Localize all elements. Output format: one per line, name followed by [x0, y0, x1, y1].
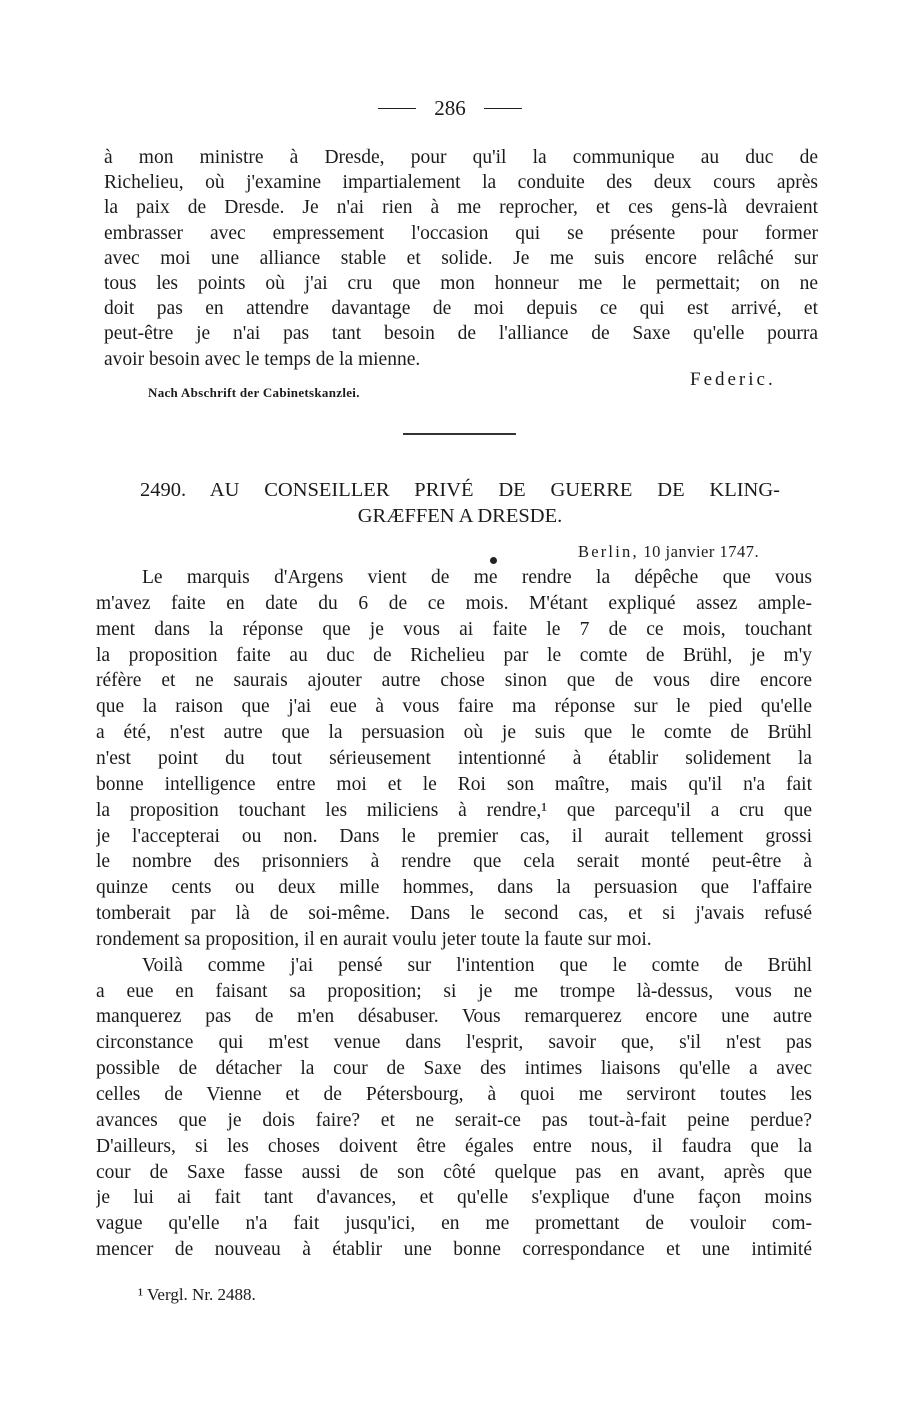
text-line: m'avez faite en date du 6 de ce mois. M'étant expliqué assez ample- [96, 592, 812, 614]
text-line: doit pas en attendre davantage de moi depuis ce qui est arrivé, et [104, 298, 818, 320]
text-line: manquerez pas de m'en désabuser. Vous remarquerez encore une autre [96, 1006, 812, 1028]
text-line: bonne intelligence entre moi et le Roi son maître, mais qu'il n'a fait [96, 773, 812, 795]
text-line: quinze cents ou deux mille hommes, dans la persuasion que l'affaire [96, 877, 812, 899]
text-line: la proposition touchant les miliciens à rendre,¹ que parcequ'il a cru que [96, 799, 812, 821]
page-header [0, 96, 900, 121]
text-line: la paix de Dresde. Je n'ai rien à me reprocher, et ces gens-là devraient [104, 197, 818, 219]
text-line: la proposition faite au duc de Richelieu par le comte de Brühl, je m'y [96, 644, 812, 666]
text-line: le nombre des prisonniers à rendre que cela serait monté peut-être à [96, 851, 812, 873]
text-line: a eue en faisant sa proposition; si je me trompe là-dessus, vous ne [96, 980, 812, 1002]
footnote: ¹ Vergl. Nr. 2488. [138, 1285, 256, 1304]
text-line: tomberait par là de soi-même. Dans le second cas, et si j'avais refusé [96, 903, 812, 925]
source-note: Nach Abschrift der Cabinetskanzlei. [148, 385, 360, 400]
signature: Federic. [690, 369, 776, 390]
text-line: embrasser avec empressement l'occasion qui se présente pour former [104, 222, 818, 244]
text-line: rondement sa proposition, il en aurait voulu jeter toute la faute sur moi. [96, 928, 652, 950]
text-line: à mon ministre à Dresde, pour qu'il la communique au duc de [104, 147, 818, 168]
text-line: D'ailleurs, si les choses doivent être égales entre nous, il faudra que la [96, 1135, 812, 1157]
text-line: a été, n'est autre que la persuasion où je suis que le comte de Brühl [96, 722, 812, 744]
header-dash-left [378, 108, 416, 110]
text-line: Le marquis d'Argens vient de me rendre la dépêche que vous [142, 567, 812, 588]
letter-title-line-1: 2490. AU CONSEILLER PRIVÉ DE GUERRE DE KLING- [140, 479, 780, 501]
dateline-place: Berlin, [578, 542, 639, 561]
header-dash-right [484, 108, 522, 110]
text-line: circonstance qui m'est venue dans l'esprit, savoir que, s'il n'est pas [96, 1032, 812, 1054]
text-line: je l'accepterai ou non. Dans le premier cas, il aurait tellement grossi [96, 825, 812, 847]
text-line: celles de Vienne et de Pétersbourg, à quoi me serviront toutes les [96, 1084, 812, 1105]
text-line: cour de Saxe fasse aussi de son côté quelque pas en avant, après que [96, 1161, 812, 1183]
text-line: avoir besoin avec le temps de la mienne. [104, 348, 421, 370]
section-divider [403, 433, 516, 435]
text-line: que la raison que j'ai eue à vous faire ma réponse sur le pied qu'elle [96, 696, 812, 718]
dateline [578, 542, 759, 562]
text-line: Richelieu, où j'examine impartialement la conduite des deux cours après [104, 172, 818, 194]
text-line: tous les points où j'ai cru que mon honneur me le permettait; on ne [104, 273, 818, 294]
text-line: ment dans la réponse que je vous ai faite le 7 de ce mois, touchant [96, 618, 812, 640]
text-line: possible de détacher la cour de Saxe des intimes liaisons qu'elle a avec [96, 1058, 812, 1080]
print-mark [490, 557, 497, 564]
text-line: avec moi une alliance stable et solide. Je me suis encore relâché sur [104, 247, 818, 269]
dateline-date: 10 janvier 1747. [643, 542, 760, 561]
text-line: n'est point du tout sérieusement intentionné à établir solidement la [96, 747, 812, 769]
text-line: avances que je dois faire? et ne serait-ce pas tout-à-fait peine perdue? [96, 1109, 812, 1131]
page-number: 286 [434, 96, 466, 120]
text-line: Voilà comme j'ai pensé sur l'intention que le comte de Brühl [142, 954, 812, 976]
text-line: réfère et ne saurais ajouter autre chose sinon que de vous dire encore [96, 670, 812, 692]
text-line: mencer de nouveau à établir une bonne correspondance et une intimité [96, 1239, 812, 1261]
text-line: je lui ai fait tant d'avances, et qu'elle s'explique d'une façon moins [96, 1187, 812, 1209]
letter-title-line-2: GRÆFFEN A DRESDE. [357, 505, 563, 527]
text-line: vague qu'elle n'a fait jusqu'ici, en me promettant de vouloir com- [96, 1213, 812, 1235]
text-line: peut-être je n'ai pas tant besoin de l'alliance de Saxe qu'elle pourra [104, 323, 818, 345]
